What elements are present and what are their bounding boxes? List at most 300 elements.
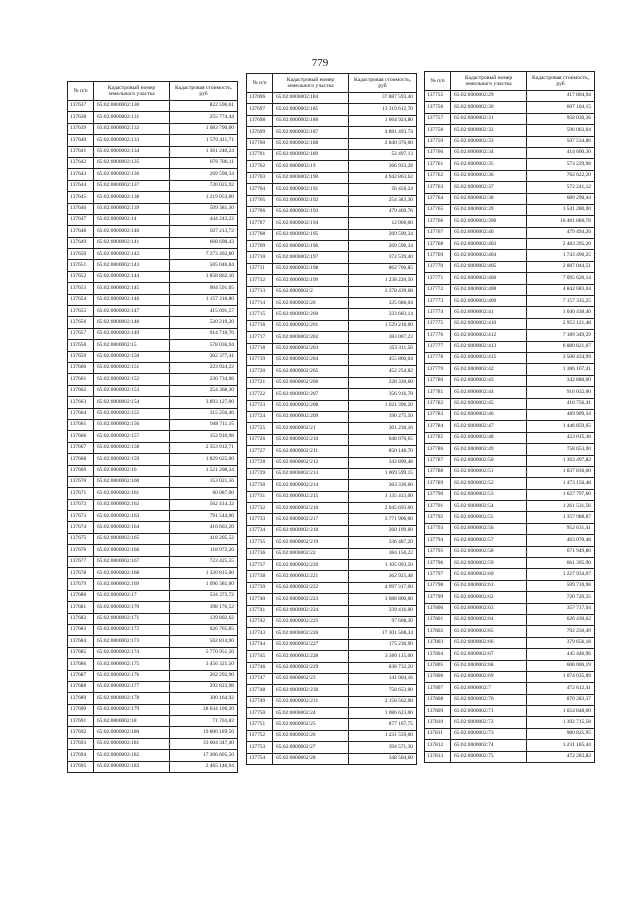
- cadastral-value: 1 541 280,00: [527, 204, 595, 215]
- row-number: 137638: [68, 112, 94, 123]
- cadastral-number: 65:02:0000002:406: [451, 273, 527, 284]
- row-number: 137813: [425, 751, 451, 762]
- cadastral-value: 139 802,62: [170, 613, 238, 624]
- cadastral-number: 65:02:0000002:403: [451, 239, 527, 250]
- cadastral-number: 65:02:0000002:54: [451, 501, 527, 512]
- cadastral-value: 505 046,84: [170, 260, 238, 271]
- cadastral-value: 876 786,11: [170, 157, 238, 168]
- row-number: 137736: [247, 548, 273, 559]
- cadastral-value: 301 236,16: [349, 423, 417, 434]
- table-row: [425, 706, 595, 717]
- cadastral-number: 65:02:0000002:408: [451, 284, 527, 295]
- cadastral-value: 2 087 044,51: [527, 261, 595, 272]
- cadastral-number: 65:02:0000002:16: [94, 465, 170, 476]
- cadastral-value: 1 521 208,24: [170, 465, 238, 476]
- cadastral-number: 65:02:0000002:207: [273, 389, 349, 400]
- row-number: 137744: [247, 639, 273, 650]
- cadastral-number: 65:02:0000002:208: [273, 400, 349, 411]
- table-row: [425, 626, 595, 637]
- row-number: 137760: [425, 147, 451, 158]
- row-number: 137711: [247, 263, 273, 274]
- row-number: 137740: [247, 594, 273, 605]
- cadastral-number: 65:02:0000002:44: [451, 387, 527, 398]
- table-row: [425, 740, 595, 751]
- cadastral-number: 65:02:0000002:17: [94, 590, 170, 601]
- row-number: 137694: [68, 750, 94, 761]
- table-row: [247, 298, 417, 309]
- row-number: 137646: [68, 203, 94, 214]
- cadastral-value: 980 825,95: [527, 728, 595, 739]
- table-row: [247, 742, 417, 753]
- table-row: [247, 241, 417, 252]
- row-number: 137715: [247, 309, 273, 320]
- table-row: [425, 751, 595, 762]
- cadastral-number: 65:02:0000002:221: [273, 571, 349, 582]
- table-row: [425, 261, 595, 272]
- cadastral-value: 596 063,04: [527, 125, 595, 136]
- cadastral-value: 202 292,90: [170, 670, 238, 681]
- cadastral-value: 850 148,70: [349, 446, 417, 457]
- cadastral-value: 838 732,20: [349, 662, 417, 673]
- cadastral-number: 65:02:0000002:206: [273, 377, 349, 388]
- cadastral-number: 65:02:0000002:161: [94, 488, 170, 499]
- table-row: [425, 227, 595, 238]
- cadastral-value: 671 949,80: [527, 546, 595, 557]
- cadastral-value: 472 612,41: [527, 683, 595, 694]
- cadastral-value: 2 045 693,00: [349, 503, 417, 514]
- header-cadastral-number: Кадастровый номер земельного участка: [94, 82, 170, 101]
- row-number: 137763: [425, 182, 451, 193]
- table-header-row: [68, 82, 238, 101]
- table-row: [425, 569, 595, 580]
- row-number: 137793: [425, 523, 451, 534]
- cadastral-number: 65:02:0000002:202: [273, 332, 349, 343]
- table-row: [425, 637, 595, 648]
- table-row: [68, 112, 238, 123]
- row-number: 137800: [425, 603, 451, 614]
- table-row: [68, 681, 238, 692]
- cadastral-number: 65:02:0000002:48: [451, 432, 527, 443]
- table-row: [425, 580, 595, 591]
- table-row: [68, 135, 238, 146]
- cadastral-value: 141 004,16: [349, 673, 417, 684]
- table-row: [247, 389, 417, 400]
- cadastral-value: 445 446,96: [527, 649, 595, 660]
- table-row: [247, 195, 417, 206]
- cadastral-number: 65:02:0000002:47: [451, 421, 527, 432]
- cadastral-value: 223 924,22: [170, 362, 238, 373]
- cadastral-value: 348 504,60: [349, 753, 417, 764]
- cadastral-value: 394 571,30: [349, 742, 417, 753]
- table-row: [425, 307, 595, 318]
- cadastral-value: 19 800 189,50: [170, 727, 238, 738]
- table-row: [247, 468, 417, 479]
- cadastral-value: 723 425,55: [170, 556, 238, 567]
- row-number: 137781: [425, 387, 451, 398]
- row-number: 137656: [68, 317, 94, 328]
- table-row: [68, 192, 238, 203]
- table-row: [68, 283, 238, 294]
- table-row: [425, 113, 595, 124]
- row-number: 137695: [68, 761, 94, 772]
- cadastral-value: 384 156,22: [349, 548, 417, 559]
- cadastral-number: 65:02:0000002:172: [94, 624, 170, 635]
- cadastral-value: 410 756,41: [527, 398, 595, 409]
- cadastral-number: 65:02:0000002:209: [273, 411, 349, 422]
- table-row: [425, 170, 595, 181]
- cadastral-value: 916 032,00: [527, 387, 595, 398]
- cadastral-value: 17 306 605,50: [170, 750, 238, 761]
- row-number: 137783: [425, 409, 451, 420]
- row-number: 137727: [247, 446, 273, 457]
- cadastral-number: 65:02:0000002:61: [451, 580, 527, 591]
- cadastral-value: 720 025,92: [170, 180, 238, 191]
- row-number: 137798: [425, 580, 451, 591]
- cadastral-value: 2 840 376,00: [349, 138, 417, 149]
- row-number: 137640: [68, 135, 94, 146]
- cadastral-number: 65:02:0000002:189: [273, 149, 349, 160]
- cadastral-number: 65:02:0000002:410: [451, 318, 527, 329]
- table-row: [247, 423, 417, 434]
- table-row: [425, 683, 595, 694]
- table-row: [425, 512, 595, 523]
- table-row: [425, 364, 595, 375]
- table-row: [247, 628, 417, 639]
- header-cadastral-value: Кадастровая стоимость, руб: [527, 72, 595, 91]
- cadastral-number: 65:02:0000002:182: [94, 750, 170, 761]
- row-number: 137723: [247, 400, 273, 411]
- cadastral-value: 362 925,48: [349, 571, 417, 582]
- cadastral-table-left: [67, 81, 238, 773]
- cadastral-value: 366 933,28: [349, 161, 417, 172]
- row-number: 137650: [68, 249, 94, 260]
- table-row: [425, 694, 595, 705]
- table-row: [68, 294, 238, 305]
- row-number: 137668: [68, 454, 94, 465]
- cadastral-number: 65:02:0000002:55: [451, 512, 527, 523]
- cadastral-value: 33 604 347,40: [170, 738, 238, 749]
- cadastral-value: 342 880,00: [527, 375, 595, 386]
- cadastral-number: 65:02:0000002:133: [94, 135, 170, 146]
- row-number: 137660: [68, 362, 94, 373]
- table-row: [68, 180, 238, 191]
- cadastral-number: 65:02:0000002:70: [451, 694, 527, 705]
- row-number: 137671: [68, 488, 94, 499]
- cadastral-value: 335 686,04: [349, 298, 417, 309]
- cadastral-number: 65:02:0000002:168: [94, 568, 170, 579]
- table-row: [68, 738, 238, 749]
- row-number: 137707: [247, 218, 273, 229]
- cadastral-number: 65:02:0000002:390: [451, 216, 527, 227]
- row-number: 137637: [68, 101, 94, 112]
- cadastral-value: 1 083 790,00: [170, 123, 238, 134]
- cadastral-value: 13 319 612,70: [349, 104, 417, 115]
- cadastral-value: 417 804,94: [527, 91, 595, 102]
- row-number: 137718: [247, 343, 273, 354]
- row-number: 137795: [425, 546, 451, 557]
- table-row: [425, 535, 595, 546]
- table-row: [247, 696, 417, 707]
- cadastral-value: 7 189 349,29: [527, 330, 595, 341]
- cadastral-number: 65:02:0000002:196: [273, 241, 349, 252]
- cadastral-number: 65:02:0000002:175: [94, 659, 170, 670]
- table-row: [68, 511, 238, 522]
- table-row: [68, 727, 238, 738]
- cadastral-number: 65:02:0000002:33: [451, 136, 527, 147]
- cadastral-number: 65:02:0000002:137: [94, 180, 170, 191]
- cadastral-value: 269 590,34: [170, 169, 238, 180]
- row-number: 137761: [425, 159, 451, 170]
- cadastral-number: 65:02:0000002:141: [94, 237, 170, 248]
- cadastral-number: 65:02:0000002:57: [451, 535, 527, 546]
- table-row: [247, 332, 417, 343]
- table-row: [425, 239, 595, 250]
- cadastral-value: 562 414,32: [170, 499, 238, 510]
- row-number: 137713: [247, 286, 273, 297]
- cadastral-value: 4 942 863,62: [349, 172, 417, 183]
- cadastral-value: 260 109,60: [349, 525, 417, 536]
- cadastral-value: 356 916,78: [349, 389, 417, 400]
- row-number: 137726: [247, 434, 273, 445]
- cadastral-number: 65:02:0000002:190: [273, 172, 349, 183]
- row-number: 137719: [247, 354, 273, 365]
- row-number: 137755: [425, 91, 451, 102]
- row-number: 137663: [68, 397, 94, 408]
- cadastral-number: 65:02:0000002:170: [94, 602, 170, 613]
- table-row: [68, 602, 238, 613]
- row-number: 137699: [247, 127, 273, 138]
- table-row: [425, 182, 595, 193]
- table-row: [68, 157, 238, 168]
- table-row: [68, 693, 238, 704]
- cadastral-value: 689 290,44: [527, 193, 595, 204]
- table-row: [425, 250, 595, 261]
- cadastral-value: 509 710,98: [527, 580, 595, 591]
- table-row: [68, 476, 238, 487]
- row-number: 137645: [68, 192, 94, 203]
- cadastral-number: 65:02:0000002:42: [451, 364, 527, 375]
- cadastral-value: 3 088 800,00: [349, 594, 417, 605]
- cadastral-number: 65:02:0000002:30: [451, 102, 527, 113]
- cadastral-number: 65:02:0000002:69: [451, 671, 527, 682]
- cadastral-number: 65:02:0000002:22: [273, 548, 349, 559]
- table-row: [425, 523, 595, 534]
- row-number: 137685: [68, 647, 94, 658]
- cadastral-number: 65:02:0000002:131: [94, 112, 170, 123]
- cadastral-value: 791 544,00: [170, 511, 238, 522]
- cadastral-number: 65:02:0000002:224: [273, 605, 349, 616]
- row-number: 137720: [247, 366, 273, 377]
- table-row: [247, 708, 417, 719]
- cadastral-number: 65:02:0000002:26: [273, 730, 349, 741]
- cadastral-value: 5 770 951,50: [170, 647, 238, 658]
- row-number: 137747: [247, 673, 273, 684]
- row-number: 137741: [247, 605, 273, 616]
- table-row: [425, 352, 595, 363]
- table-row: [425, 102, 595, 113]
- row-number: 137801: [425, 614, 451, 625]
- row-number: 137805: [425, 660, 451, 671]
- table-row: [68, 419, 238, 430]
- cadastral-number: 65:02:0000002:205: [273, 366, 349, 377]
- row-number: 137666: [68, 431, 94, 442]
- cadastral-value: 479 469,76: [349, 206, 417, 217]
- row-number: 137754: [247, 753, 273, 764]
- cadastral-value: 1 238 220,50: [349, 275, 417, 286]
- header-cadastral-number: Кадастровый номер земельного участка: [451, 72, 527, 91]
- row-number: 137706: [247, 206, 273, 217]
- cadastral-value: 1 219 053,00: [170, 192, 238, 203]
- cadastral-number: 65:02:0000002:134: [94, 146, 170, 157]
- cadastral-number: 65:02:0000002:230: [273, 685, 349, 696]
- cadastral-value: 1 009 599,15: [349, 468, 417, 479]
- cadastral-value: 342 890,48: [349, 457, 417, 468]
- cadastral-number: 65:02:0000002:163: [94, 511, 170, 522]
- row-number: 137807: [425, 683, 451, 694]
- cadastral-number: 65:02:0000002:214: [273, 480, 349, 491]
- cadastral-number: 65:02:0000002:160: [94, 476, 170, 487]
- cadastral-number: 65:02:0000002:173: [94, 636, 170, 647]
- cadastral-value: 190 275,50: [349, 411, 417, 422]
- table-row: [425, 387, 595, 398]
- cadastral-value: 578 036,94: [170, 340, 238, 351]
- cadastral-number: 65:02:0000002:151: [94, 362, 170, 373]
- table-row: [247, 480, 417, 491]
- cadastral-number: 65:02:0000002:142: [94, 249, 170, 260]
- row-number: 137745: [247, 651, 273, 662]
- row-number: 137780: [425, 375, 451, 386]
- cadastral-value: 379 656,18: [527, 637, 595, 648]
- row-number: 137791: [425, 501, 451, 512]
- table-row: [425, 193, 595, 204]
- cadastral-value: 444 243,22: [170, 214, 238, 225]
- table-row: [247, 662, 417, 673]
- cadastral-value: 3 893 127,00: [170, 397, 238, 408]
- table-row: [247, 639, 417, 650]
- header-cadastral-number: Кадастровый номер земельного участка: [273, 74, 349, 93]
- table-row: [247, 446, 417, 457]
- row-number: 137686: [68, 659, 94, 670]
- table-row: [247, 525, 417, 536]
- table-row: [425, 603, 595, 614]
- cadastral-value: 254 383,36: [349, 195, 417, 206]
- row-number: 137639: [68, 123, 94, 134]
- row-number: 137775: [425, 318, 451, 329]
- table-row: [68, 488, 238, 499]
- row-number: 137702: [247, 161, 273, 172]
- row-number: 137766: [425, 216, 451, 227]
- cadastral-number: 65:02:0000002:130: [94, 101, 170, 112]
- cadastral-value: 16 481 880,78: [527, 216, 595, 227]
- cadastral-number: 65:02:0000002:56: [451, 523, 527, 534]
- table-row: [68, 499, 238, 510]
- table-row: [425, 159, 595, 170]
- cadastral-number: 65:02:0000002:188: [273, 138, 349, 149]
- cadastral-number: 65:02:0000002:176: [94, 670, 170, 681]
- table-header-row: [425, 72, 595, 91]
- row-number: 137771: [425, 273, 451, 284]
- cadastral-number: 65:02:0000002:62: [451, 592, 527, 603]
- row-number: 137677: [68, 556, 94, 567]
- row-number: 137712: [247, 275, 273, 286]
- cadastral-number: 65:02:0000002:138: [94, 192, 170, 203]
- table-row: [68, 761, 238, 772]
- row-number: 137643: [68, 169, 94, 180]
- cadastral-value: 626 430,62: [527, 614, 595, 625]
- cadastral-number: 65:02:0000002:50: [451, 455, 527, 466]
- cadastral-value: 1 135 413,00: [349, 491, 417, 502]
- table-row: [68, 659, 238, 670]
- table-row: [425, 546, 595, 557]
- cadastral-value: 269 590,34: [349, 241, 417, 252]
- table-row: [425, 660, 595, 671]
- cadastral-number: 65:02:0000002:29: [451, 91, 527, 102]
- cadastral-value: 118 972,26: [170, 545, 238, 556]
- cadastral-number: 65:02:0000002:226: [273, 628, 349, 639]
- table-row: [425, 466, 595, 477]
- row-number: 137756: [425, 102, 451, 113]
- row-number: 137735: [247, 537, 273, 548]
- cadastral-number: 65:02:0000002:68: [451, 660, 527, 671]
- row-number: 137803: [425, 637, 451, 648]
- cadastral-number: 65:02:0000002:201: [273, 320, 349, 331]
- header-cadastral-value: Кадастровая стоимость, руб: [170, 82, 238, 101]
- row-number: 137708: [247, 229, 273, 240]
- table-row: [247, 582, 417, 593]
- table-row: [68, 226, 238, 237]
- cadastral-number: 65:02:0000002:219: [273, 537, 349, 548]
- row-number: 137758: [425, 125, 451, 136]
- row-number: 137669: [68, 465, 94, 476]
- cadastral-value: 1 040 438,40: [527, 307, 595, 318]
- table-row: [247, 503, 417, 514]
- table-row: [68, 260, 238, 271]
- row-number: 137774: [425, 307, 451, 318]
- table-row: [247, 685, 417, 696]
- table-row: [247, 571, 417, 582]
- cadastral-value: 6 880 821,07: [527, 341, 595, 352]
- row-number: 137788: [425, 466, 451, 477]
- row-number: 137664: [68, 408, 94, 419]
- table-row: [247, 263, 417, 274]
- cadastral-number: 65:02:0000002:217: [273, 514, 349, 525]
- cadastral-value: 1 231 559,00: [349, 730, 417, 741]
- row-number: 137687: [68, 670, 94, 681]
- table-row: [68, 431, 238, 442]
- row-number: 137768: [425, 239, 451, 250]
- cadastral-value: 292 823,98: [170, 681, 238, 692]
- table-row: [247, 434, 417, 445]
- row-number: 137782: [425, 398, 451, 409]
- row-number: 137748: [247, 685, 273, 696]
- cadastral-value: 1 021 396,20: [349, 400, 417, 411]
- table-row: [68, 442, 238, 453]
- table-row: [425, 444, 595, 455]
- table-row: [425, 330, 595, 341]
- cadastral-number: 65:02:0000002:159: [94, 454, 170, 465]
- cadastral-value: 520 219,20: [170, 317, 238, 328]
- cadastral-number: 65:02:0000002:198: [273, 263, 349, 274]
- cadastral-value: 1 357 988,87: [527, 512, 595, 523]
- row-number: 137806: [425, 671, 451, 682]
- row-number: 137654: [68, 294, 94, 305]
- table-row: [247, 138, 417, 149]
- row-number: 137776: [425, 330, 451, 341]
- row-number: 137690: [68, 704, 94, 715]
- cadastral-value: 1 473 156,48: [527, 478, 595, 489]
- cadastral-value: 3 378 439,68: [349, 286, 417, 297]
- cadastral-number: 65:02:0000002:192: [273, 195, 349, 206]
